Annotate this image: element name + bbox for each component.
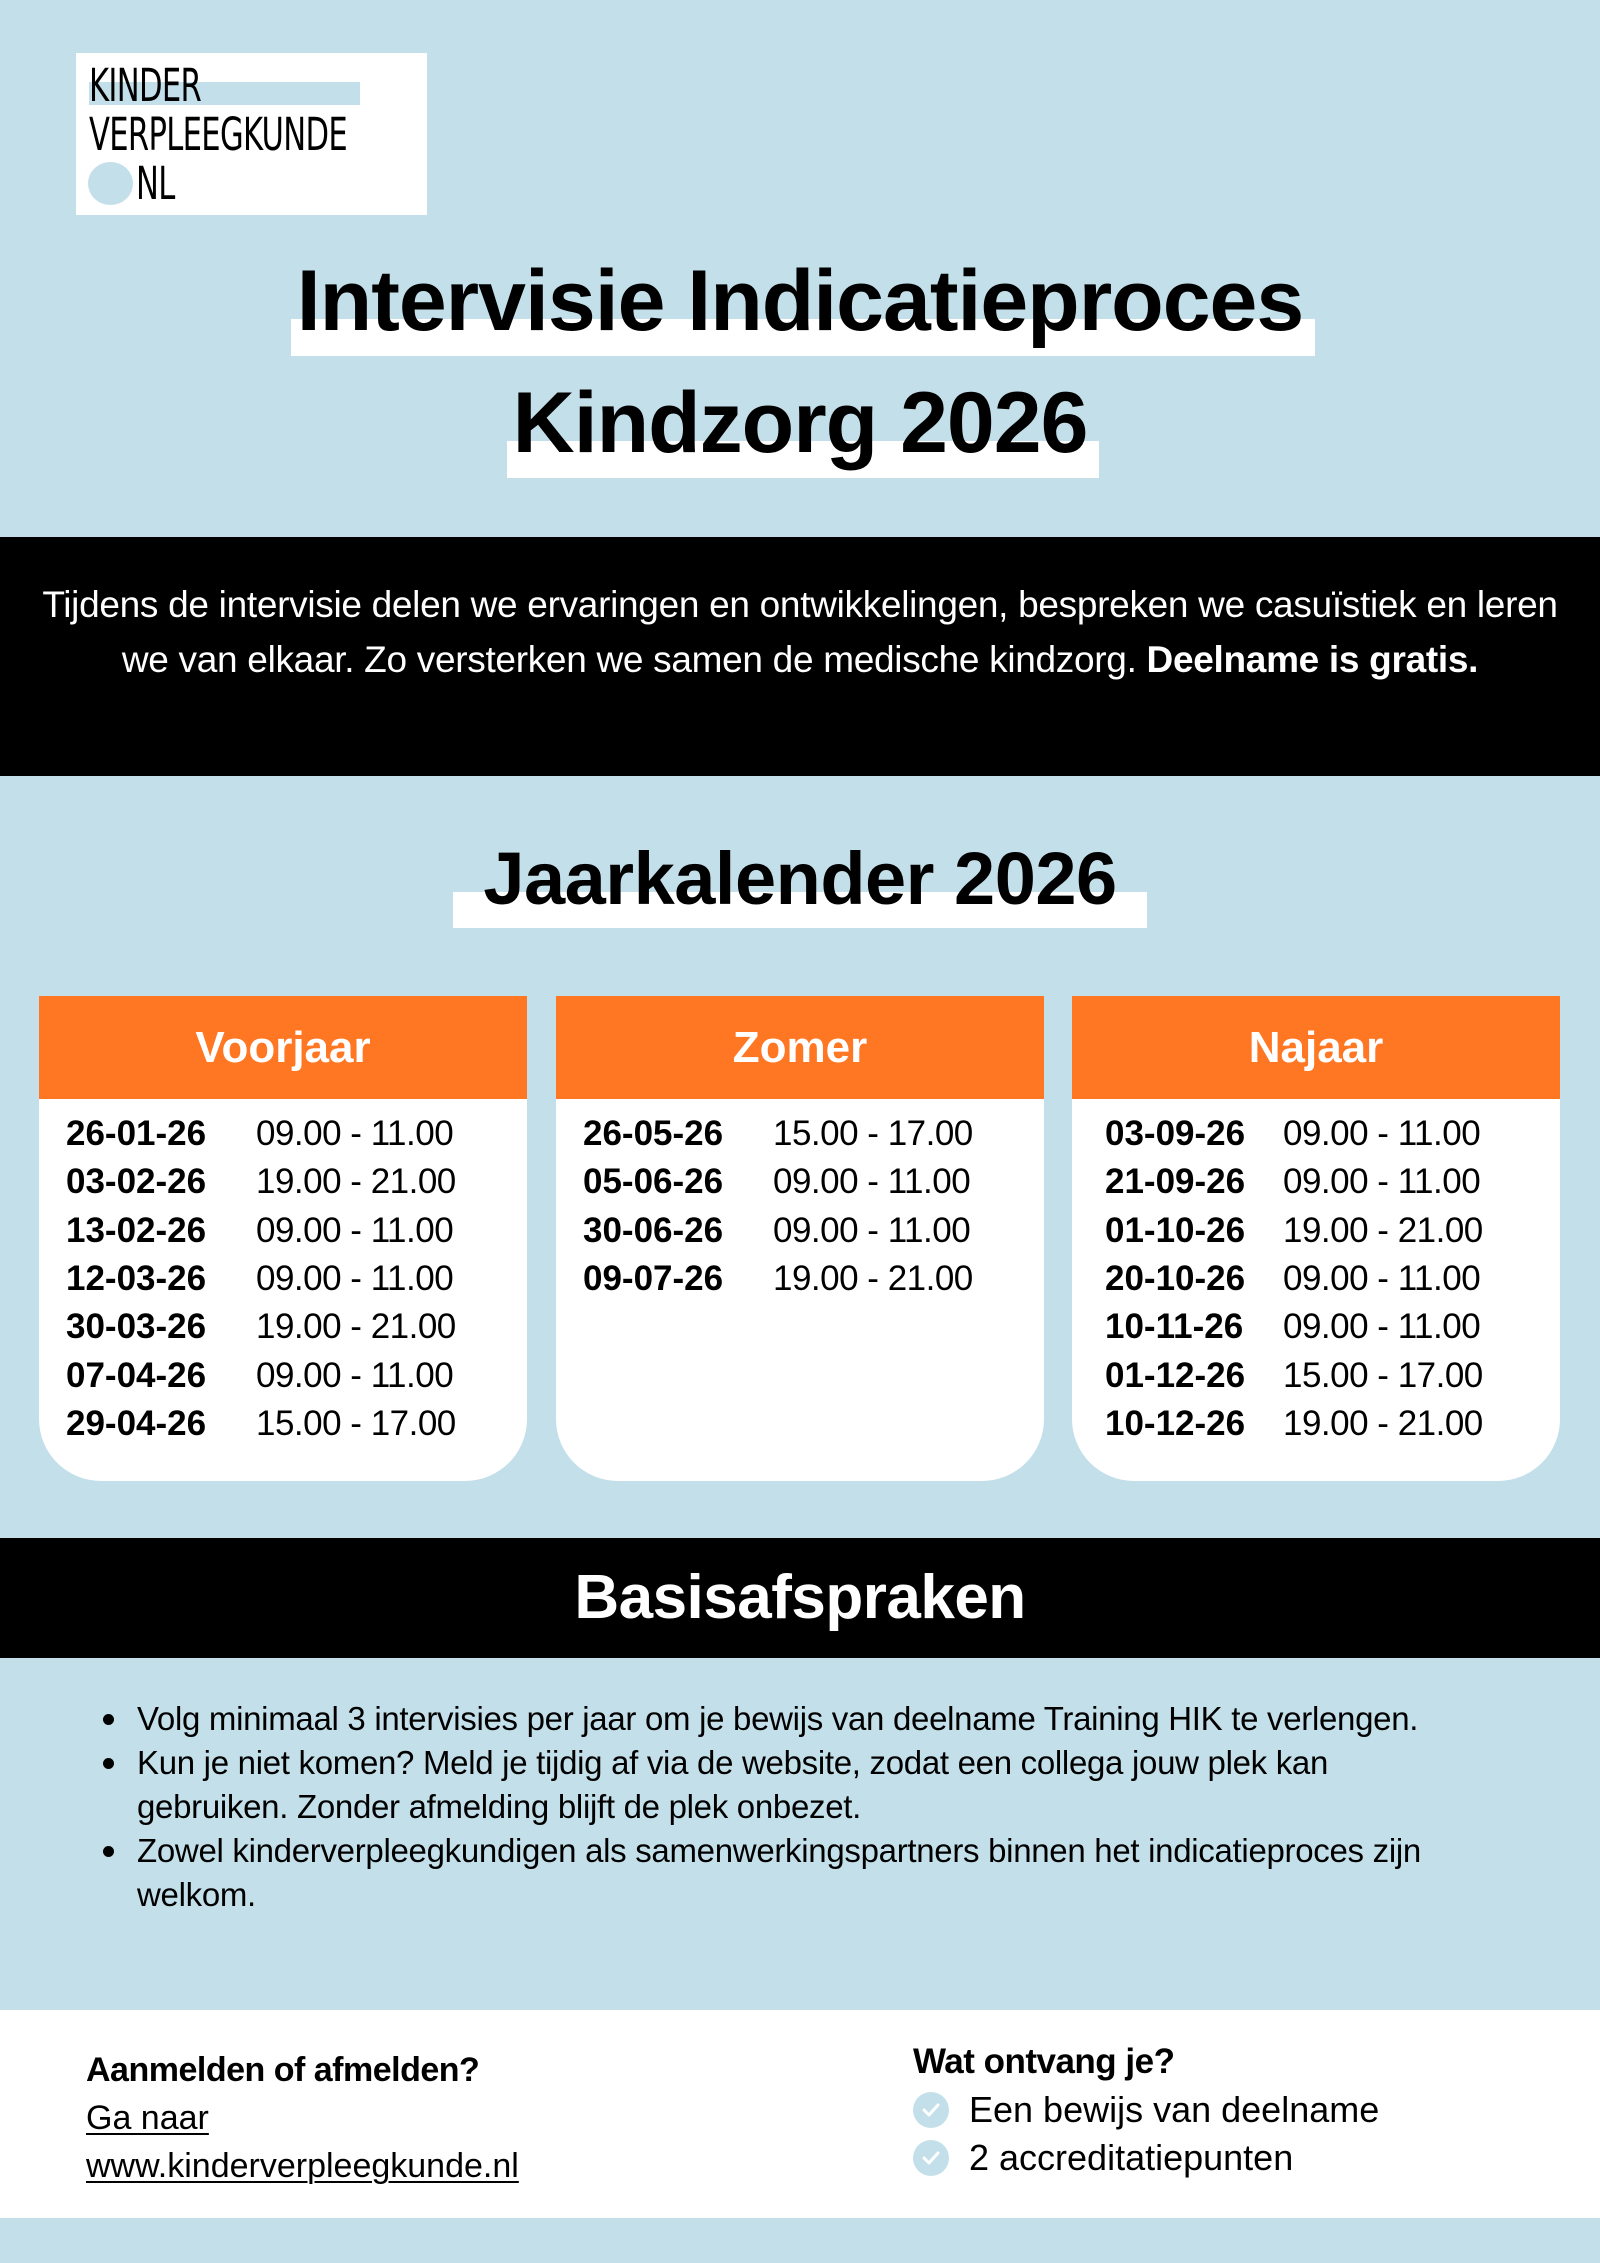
session-date: 12-03-26	[66, 1259, 207, 1299]
page-title-line2	[512, 375, 1088, 471]
session-list	[1072, 1099, 1560, 1448]
session-date: 20-10-26	[1105, 1259, 1246, 1299]
session-time: 19.00 - 21.00	[256, 1307, 456, 1347]
season-card-najaar	[1072, 996, 1560, 1481]
season-header: Najaar	[1072, 996, 1560, 1099]
season-card-voorjaar	[39, 996, 527, 1481]
logo-text-line2: VERPLEEGKUNDE	[89, 108, 348, 161]
rules-title: Basisafspraken	[574, 1563, 1026, 1632]
calendar-title-text: Jaarkalender 2026	[483, 837, 1117, 920]
session-row	[556, 1110, 1044, 1158]
session-date: 29-04-26	[66, 1403, 207, 1443]
session-list	[39, 1099, 527, 1448]
rules-list	[137, 1697, 1477, 1917]
session-time: 09.00 - 11.00	[1283, 1114, 1481, 1154]
logo-text-line3: NL	[136, 157, 175, 210]
session-date: 03-09-26	[1105, 1114, 1246, 1154]
bullet-icon	[103, 1846, 114, 1857]
benefit-item	[913, 2134, 1379, 2182]
session-time: 09.00 - 11.00	[773, 1210, 971, 1250]
rule-text: Volg minimaal 3 intervisies per jaar om je bewijs van deelname Training HIK te verlengen.	[137, 1700, 1419, 1737]
session-time: 15.00 - 17.00	[773, 1114, 973, 1154]
session-row	[1072, 1351, 1560, 1399]
session-time: 09.00 - 11.00	[1283, 1162, 1481, 1202]
signup-link-website[interactable]: www.kinderverpleegkunde.nl	[86, 2147, 519, 2185]
bullet-icon	[103, 1714, 114, 1725]
session-row	[39, 1207, 527, 1255]
rule-item	[137, 1741, 1477, 1829]
rule-item	[137, 1697, 1477, 1741]
session-date: 30-03-26	[66, 1307, 207, 1347]
signup-link-goto[interactable]: Ga naar	[86, 2099, 209, 2137]
session-time: 09.00 - 11.00	[256, 1259, 454, 1299]
session-time: 09.00 - 11.00	[256, 1355, 454, 1395]
session-time: 19.00 - 21.00	[773, 1259, 973, 1299]
benefits-heading: Wat ontvang je?	[913, 2042, 1175, 2081]
session-date: 30-06-26	[583, 1210, 724, 1250]
session-time: 19.00 - 21.00	[1283, 1403, 1483, 1443]
season-card-zomer	[556, 996, 1044, 1481]
benefit-item	[913, 2086, 1379, 2134]
rule-item	[137, 1829, 1477, 1917]
session-list	[556, 1099, 1044, 1303]
session-time: 09.00 - 11.00	[256, 1210, 454, 1250]
session-row	[39, 1110, 527, 1158]
session-row	[1072, 1400, 1560, 1448]
session-date: 01-10-26	[1105, 1210, 1246, 1250]
session-row	[556, 1207, 1044, 1255]
session-date: 26-05-26	[583, 1114, 724, 1154]
session-date: 26-01-26	[66, 1114, 207, 1154]
page-title-line1-wrap	[0, 253, 1600, 349]
intro-paragraph	[30, 577, 1570, 687]
calendar-title	[483, 837, 1117, 920]
session-row	[1072, 1207, 1560, 1255]
page-title-text-2: Kindzorg 2026	[512, 375, 1088, 471]
rule-text: Kun je niet komen? Meld je tijdig af via de website, zodat een collega jouw plek kan gebruiken. Zonder afmelding blijft de plek onbezet.	[137, 1744, 1329, 1825]
session-date: 03-02-26	[66, 1162, 207, 1202]
calendar-title-wrap	[0, 837, 1600, 920]
bullet-icon	[103, 1758, 114, 1769]
session-time: 15.00 - 17.00	[1283, 1355, 1483, 1395]
footer	[0, 2010, 1600, 2218]
session-row	[39, 1255, 527, 1303]
session-row	[39, 1400, 527, 1448]
page-title-text-1: Intervisie Indicatieproces	[296, 253, 1304, 349]
season-header: Voorjaar	[39, 996, 527, 1099]
session-date: 05-06-26	[583, 1162, 724, 1202]
session-row	[39, 1158, 527, 1206]
logo-text-line1: KINDER	[89, 59, 202, 112]
session-row	[39, 1303, 527, 1351]
session-date: 01-12-26	[1105, 1355, 1246, 1395]
session-row	[1072, 1110, 1560, 1158]
intro-text: Tijdens de intervisie delen we ervaringen en ontwikkelingen, bespreken we casuïstiek en leren we van elkaar. Zo versterken we samen de medische kindzorg.	[42, 584, 1558, 680]
session-date: 13-02-26	[66, 1210, 207, 1250]
session-row	[1072, 1158, 1560, 1206]
session-date: 07-04-26	[66, 1355, 207, 1395]
session-date: 10-12-26	[1105, 1403, 1246, 1443]
session-time: 15.00 - 17.00	[256, 1403, 456, 1443]
page-title-line1	[296, 253, 1304, 349]
session-time: 09.00 - 11.00	[1283, 1259, 1481, 1299]
session-date: 10-11-26	[1105, 1307, 1244, 1347]
check-circle-icon	[913, 2092, 949, 2128]
session-row	[556, 1255, 1044, 1303]
season-header: Zomer	[556, 996, 1044, 1099]
session-row	[1072, 1303, 1560, 1351]
rules-band	[0, 1538, 1600, 1658]
benefit-label: Een bewijs van deelname	[969, 2089, 1380, 2130]
benefits-section	[913, 2038, 1379, 2182]
logo	[76, 53, 427, 215]
intro-band	[0, 537, 1600, 776]
session-date: 21-09-26	[1105, 1162, 1246, 1202]
check-circle-icon	[913, 2140, 949, 2176]
benefit-label: 2 accreditatiepunten	[969, 2137, 1294, 2178]
session-date: 09-07-26	[583, 1259, 724, 1299]
intro-emphasis: Deelname is gratis.	[1146, 639, 1479, 680]
signup-section	[86, 2046, 519, 2190]
session-time: 19.00 - 21.00	[1283, 1210, 1483, 1250]
rule-text: Zowel kinderverpleegkundigen als samenwerkingspartners binnen het indicatieproces zijn welkom.	[137, 1832, 1421, 1913]
session-time: 09.00 - 11.00	[1283, 1307, 1481, 1347]
session-row	[1072, 1255, 1560, 1303]
session-row	[556, 1158, 1044, 1206]
session-row	[39, 1351, 527, 1399]
session-time: 09.00 - 11.00	[256, 1114, 454, 1154]
session-time: 19.00 - 21.00	[256, 1162, 456, 1202]
signup-heading: Aanmelden of afmelden?	[86, 2051, 480, 2089]
logo-dot-icon	[88, 162, 133, 205]
session-time: 09.00 - 11.00	[773, 1162, 971, 1202]
page-title-line2-wrap	[0, 375, 1600, 471]
